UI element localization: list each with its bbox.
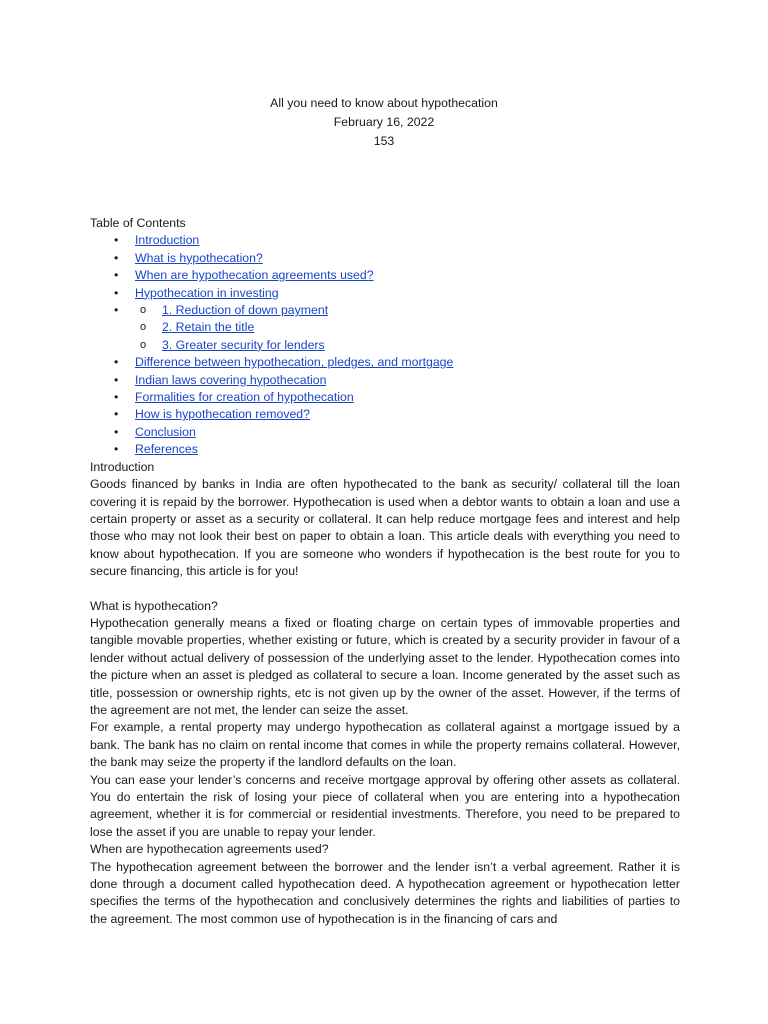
paragraph-introduction: Goods financed by banks in India are often hypothecated to the bank as security/ collateral till the loan covering it is repaid by the borrower. Hypothecation is used when a debtor wants to obtain a loan and use a certain property or asset as a security or collateral. It can help reduce mortgage fees and interest and help those who may not look their best on paper to obtain a loan. This article deals with everything you need to know about hypothecation. If you are someone who wonders if hypothecation is the best route for you to secure financing, this article is for you! — [90, 477, 680, 579]
toc-link-reduction-down-payment[interactable]: 1. Reduction of down payment — [162, 303, 329, 318]
toc-item — [90, 354, 680, 371]
paragraph-what-is-3: You can ease your lender’s concerns and receive mortgage approval by offering other assets as collateral. You do entertain the risk of losing your piece of collateral when you are entering into a hypothecation agreement, whether it is for commercial or residential investments. Therefore, you need to be prepared to lose the asset if you are unable to repay your lender. — [90, 772, 680, 839]
toc-link-investing[interactable]: Hypothecation in investing — [135, 285, 279, 300]
toc-link-when-used[interactable]: When are hypothecation agreements used? — [135, 268, 374, 283]
toc-item — [90, 285, 680, 302]
toc-link-formalities[interactable]: Formalities for creation of hypothecation — [135, 390, 354, 405]
toc-link-conclusion[interactable]: Conclusion — [135, 424, 196, 439]
toc-item — [90, 441, 680, 458]
toc-item — [90, 424, 680, 441]
toc-link-removed[interactable]: How is hypothecation removed? — [135, 407, 310, 422]
toc-subitem — [90, 319, 680, 336]
toc-link-retain-title[interactable]: 2. Retain the title — [162, 320, 255, 335]
toc-item — [90, 406, 680, 423]
toc-link-greater-security[interactable]: 3. Greater security for lenders — [162, 337, 325, 352]
toc-link-indian-laws[interactable]: Indian laws covering hypothecation — [135, 372, 327, 387]
document-body — [90, 215, 680, 928]
toc-sublist-container — [90, 302, 680, 354]
paragraph-gap — [90, 581, 680, 598]
section-heading-when-used: When are hypothecation agreements used? — [90, 842, 329, 857]
paragraph-what-is-2: For example, a rental property may undergo hypothecation as collateral against a mortgage issued by a bank. The bank has no claim on rental income that comes in while the property remains collateral. However, the bank may seize the property if the landlord defaults on the loan. — [90, 720, 680, 770]
toc-item — [90, 267, 680, 284]
toc-subitem — [90, 302, 680, 319]
toc-item — [90, 389, 680, 406]
toc-subitem — [90, 337, 680, 354]
document-date: February 16, 2022 — [333, 115, 435, 129]
toc-heading: Table of Contents — [90, 216, 186, 230]
section-heading-introduction: Introduction — [90, 459, 155, 474]
toc-link-difference[interactable]: Difference between hypothecation, pledges, and mortgage — [135, 355, 454, 370]
toc-item — [90, 250, 680, 267]
toc-link-what-is-hypothecation[interactable]: What is hypothecation? — [135, 250, 263, 265]
document-count: 153 — [373, 134, 395, 148]
paragraph-what-is-1: Hypothecation generally means a fixed or floating charge on certain types of immovable properties and tangible movable properties, whether existing or future, which is created by a security provider in favour of a lender without actual delivery of possession of the underlying asset to the lender. Hypothecation comes into the picture when an asset is pledged as collateral to secure a loan. Income generated by the asset such as title, possession or ownership rights, etc is not given up by the owner of the asset. However, if the terms of the agreement are not met, the lender can seize the asset. — [90, 615, 680, 717]
document-header — [0, 94, 768, 151]
toc-link-introduction[interactable]: Introduction — [135, 233, 200, 248]
toc-item — [90, 372, 680, 389]
toc-list — [90, 232, 680, 458]
section-heading-what-is: What is hypothecation? — [90, 598, 218, 613]
toc-item — [90, 232, 680, 249]
document-title: All you need to know about hypothecation — [270, 96, 498, 110]
paragraph-when-used-1: The hypothecation agreement between the borrower and the lender isn’t a verbal agreement. Rather it is done through a document called hypothecation deed. A hypothecation agreement or hypothecation letter specifies the terms of the hypothecation and conclusively determines the rights and liabilities of parties to the agreement. The most common use of hypothecation is in the financing of cars and — [90, 859, 680, 926]
toc-sublist — [90, 302, 680, 354]
toc-link-references[interactable]: References — [135, 442, 198, 457]
